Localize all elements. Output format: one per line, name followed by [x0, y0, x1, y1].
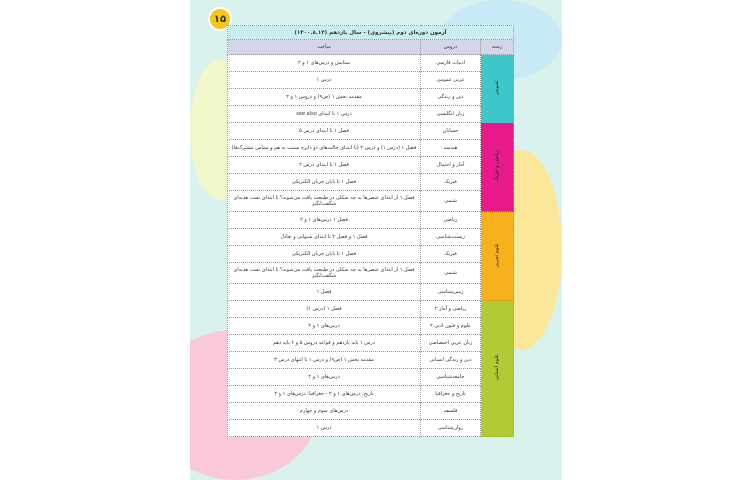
table-row — [228, 106, 514, 123]
section-label: ریاضی و فیزیک — [494, 150, 500, 182]
subject-cell: علوم و فنون ادبی ۲ — [421, 318, 481, 335]
topics-cell: درس‌های ۱ و ۲ — [228, 369, 421, 386]
table-row — [228, 55, 514, 72]
topics-cell: درس‌های سوم و چهارم — [228, 403, 421, 420]
exam-schedule-table — [227, 25, 514, 437]
table-row — [228, 246, 514, 263]
section-general — [481, 55, 514, 123]
topics-cell: فصل ۱ و فصل ۲ تا ابتدای شنوایی و تعادل — [228, 229, 421, 246]
table-row — [228, 386, 514, 403]
table-row — [228, 420, 514, 437]
topics-cell: فصل ۱ از ابتدای عنصرها به چه شکلی در طبیعت یافت می‌شوند؟ تا ابتدای نفت، هدیه‌ای شگفت‌انگیز — [228, 191, 421, 212]
topics-cell: درس ۱ پایه یازدهم و قواعد دروس ۵ و ۶ پایه دهم — [228, 335, 421, 352]
subject-cell: جامعه‌شناسی — [421, 369, 481, 386]
table-row — [228, 318, 514, 335]
subject-cell: روان‌شناسی — [421, 420, 481, 437]
topics-cell: درس ۱ — [228, 72, 421, 89]
subject-cell: شیمی — [421, 191, 481, 212]
section-label: علوم انسانی — [494, 354, 500, 381]
topics-cell: درس ۱ تا ابتدای see also — [228, 106, 421, 123]
table-row — [228, 301, 514, 318]
subject-cell: ریاضی — [421, 212, 481, 229]
topics-cell: ستایش و درس‌های ۱ و ۲ — [228, 55, 421, 72]
subject-cell: زیست‌شناسی — [421, 229, 481, 246]
section-bio — [481, 212, 514, 301]
subject-cell: زبان عربی اختصاصی — [421, 335, 481, 352]
table-row — [228, 263, 514, 284]
table-row — [228, 284, 514, 301]
header-subject: دروس — [421, 40, 481, 55]
topics-cell: فصل ۱ تا ابتدای درس ۲ — [228, 157, 421, 174]
table-row — [228, 229, 514, 246]
table-title: آزمون دوره‌ای دوم (پیشروی) - سال یازدهم (۱۴۰۰.۸.۱۴) — [228, 26, 514, 40]
header-topics: مباحث — [228, 40, 421, 55]
topics-cell: فصل ۱ درس‌های ۱ و ۲ — [228, 212, 421, 229]
topics-cell: فصل ۱ تا ابتدای درس ۵ — [228, 123, 421, 140]
topics-cell: فصل ۱ از ابتدای عنصرها به چه شکلی در طبیعت یافت می‌شوند؟ تا ابتدای نفت، هدیه‌ای شگفت‌انگیز — [228, 263, 421, 284]
topics-cell: تاریخ: درس‌های ۱ و ۲ - جغرافیا: درس‌های ۱ و ۲ — [228, 386, 421, 403]
topics-cell: مقدمه بخش ۱ (ص۹) و دروس ۱ و ۲ — [228, 89, 421, 106]
subject-cell: ریاضی و آمار ۲ — [421, 301, 481, 318]
header-field: رشته — [481, 40, 514, 55]
subject-cell: زبان انگلیسی — [421, 106, 481, 123]
subject-cell: فیزیک — [421, 246, 481, 263]
table-row — [228, 335, 514, 352]
table-row — [228, 352, 514, 369]
topics-cell: فصل ۱ تا پایان جریان الکتریکی — [228, 246, 421, 263]
subject-cell: زمین‌شناسی — [421, 284, 481, 301]
section-label: عمومی — [494, 79, 500, 96]
section-label: علوم تجربی — [494, 242, 500, 268]
topics-cell: درس‌های ۱ و ۲ — [228, 318, 421, 335]
page-number: ۱۵ — [208, 7, 232, 31]
subject-cell: تاریخ و جغرافیا — [421, 386, 481, 403]
subject-cell: فلسفه — [421, 403, 481, 420]
table-row — [228, 123, 514, 140]
section-math — [481, 123, 514, 212]
subject-cell: عربی عمومی — [421, 72, 481, 89]
subject-cell: شیمی — [421, 263, 481, 284]
table-row — [228, 157, 514, 174]
table-row — [228, 369, 514, 386]
table-row — [228, 72, 514, 89]
topics-cell: مقدمه بخش ۱ (ص۹) و درس ۱ تا انتهای درس ۳ — [228, 352, 421, 369]
subject-cell: ادبیات فارسی — [421, 55, 481, 72]
topics-cell: فصل ۱ — [228, 284, 421, 301]
table-row — [228, 140, 514, 157]
table-row — [228, 403, 514, 420]
table-row — [228, 89, 514, 106]
subject-cell: آمار و احتمال — [421, 157, 481, 174]
subject-cell: حسابان — [421, 123, 481, 140]
topics-cell: فصل ۱ (درس ۱) و درس ۲ (تا ابتدای حالت‌های دو دایره نسبت به هم و مماس مشترک‌ها) — [228, 140, 421, 157]
table-row — [228, 174, 514, 191]
topics-cell: درس ۱ — [228, 420, 421, 437]
subject-cell: هندسه — [421, 140, 481, 157]
subject-cell: فیزیک — [421, 174, 481, 191]
table-row — [228, 212, 514, 229]
topics-cell: فصل ۱ تا پایان جریان الکتریکی — [228, 174, 421, 191]
subject-cell: دین و زندگی — [421, 89, 481, 106]
subject-cell: دین و زندگی انسانی — [421, 352, 481, 369]
section-human — [481, 301, 514, 437]
topics-cell: فصل ۱ (درس ۱) — [228, 301, 421, 318]
table-row — [228, 191, 514, 212]
